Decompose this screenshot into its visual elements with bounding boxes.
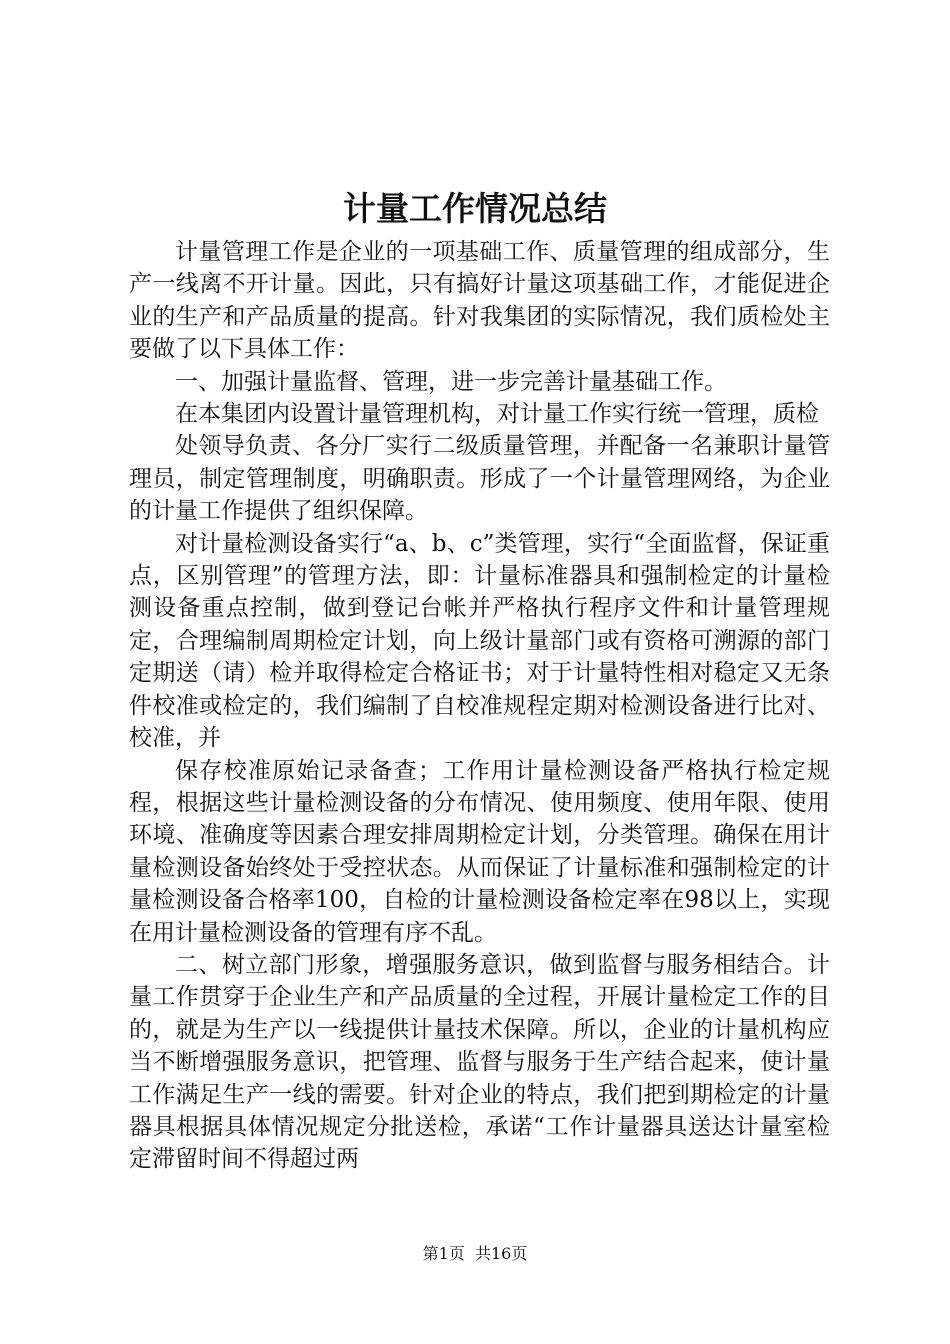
- paragraph-calibration-records: 保存校准原始记录备查；工作用计量检测设备严格执行检定规程，根据这些计量检测设备的分布情况、使用频度、使用年限、使用环境、准确度等因素合理安排周期检定计划，分类管理。确保在用计量检测设备始终处于受控状态。从而保证了计量标准和强制检定的计量检测设备合格率100，自检的计量检测设备检定率在98以上，实现在用计量检测设备的管理有序不乱。: [129, 757, 830, 946]
- paragraph-section-1-heading: 一、加强计量监督、管理，进一步完善计量基础工作。: [175, 368, 727, 395]
- paragraph-abc-management: 对计量检测设备实行“a、b、c”类管理，实行“全面监督，保证重点，区别管理”的管理方法，即：计量标准器具和强制检定的计量检测设备重点控制，做到登记台帐并严格执行程序文件和计量管理规定，合理编制周期检定计划，向上级计量部门或有资格可溯源的部门定期送（请）检并取得检定合格证书；对于计量特性相对稳定又无条件校准或检定的，我们编制了自校准规程定期对检测设备进行比对、校准，并: [129, 530, 830, 752]
- document-body: [129, 236, 830, 1176]
- page-number: 第1页 共16页: [422, 1244, 528, 1263]
- page-footer: [0, 1242, 950, 1266]
- document-title: 计量工作情况总结: [343, 189, 607, 228]
- paragraph-section-2: 二、树立部门形象，增强服务意识，做到监督与服务相结合。计量工作贯穿于企业生产和产品质量的全过程，开展计量检定工作的目的，就是为生产以一线提供计量技术保障。所以，企业的计量机构应当不断增强服务意识，把管理、监督与服务于生产结合起来，使计量工作满足生产一线的需要。针对企业的特点，我们把到期检定的计量器具根据具体情况规定分批送检，承诺“工作计量器具送达计量室检定滞留时间不得超过两: [129, 951, 830, 1173]
- paragraph-organization: 在本集团内设置计量管理机构，对计量工作实行统一管理，质检: [175, 401, 819, 428]
- paragraph-organization-cont: 处领导负责、各分厂实行二级质量管理，并配备一名兼职计量管理员，制定管理制度，明确职责。形成了一个计量管理网络，为企业的计量工作提供了组织保障。: [129, 433, 830, 525]
- paragraph-intro: 计量管理工作是企业的一项基础工作、质量管理的组成部分，生产一线离不开计量。因此，只有搞好计量这项基础工作，才能促进企业的生产和产品质量的提高。针对我集团的实际情况，我们质检处主要做了以下具体工作：: [129, 239, 830, 363]
